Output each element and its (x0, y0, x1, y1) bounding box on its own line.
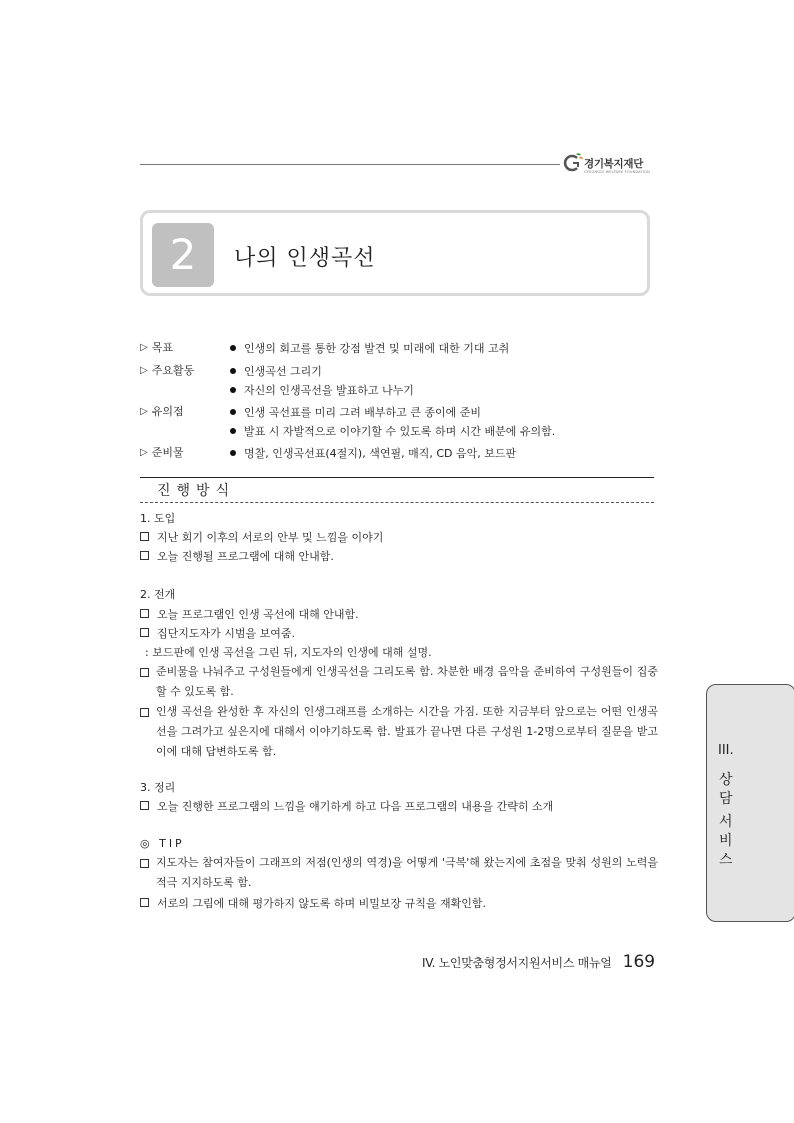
info-label: 주요활동 (151, 364, 195, 377)
bullet-icon (230, 428, 236, 434)
triangle-icon: ▷ (140, 365, 148, 376)
bullet-icon (230, 450, 236, 456)
info-item: 인생곡선 그리기 (230, 362, 700, 381)
page-title: 나의 인생곡선 (234, 246, 376, 271)
checkbox-icon (140, 609, 149, 618)
checkbox-icon (140, 551, 149, 560)
logo-name: 경기복지재단 (584, 158, 644, 170)
info-label: 목표 (151, 341, 173, 354)
section-top-rule (140, 477, 654, 478)
list-item: 지난 회기 이후의 서로의 안부 및 느낌을 이야기 (140, 529, 656, 547)
logo-subtitle: GYEONGGI WELFARE FOUNDATION (584, 170, 650, 174)
checkbox-icon (140, 801, 149, 810)
header-rule (140, 164, 560, 165)
checkbox-icon (140, 668, 149, 677)
info-item: 발표 시 자발적으로 이야기할 수 있도록 하며 시간 배분에 유의함. (230, 422, 700, 441)
info-item: 인생 곡선표를 미리 그려 배부하고 큰 종이에 준비 (230, 403, 700, 422)
chapter-title-char: 담 (719, 791, 733, 807)
chapter-title-char: 서 (719, 814, 733, 830)
page-number: 169 (622, 952, 656, 972)
list-item: 집단지도자가 시범을 보여줌. (140, 625, 656, 643)
info-item: 자신의 인생곡선을 발표하고 나누기 (230, 381, 700, 400)
triangle-icon: ▷ (140, 447, 148, 458)
bullet-icon (230, 409, 236, 415)
session-number: 2 (152, 223, 214, 287)
step-heading: 3. 정리 (140, 781, 176, 794)
section-title: 진행방식 (157, 483, 236, 499)
info-label: 준비물 (151, 446, 184, 459)
checkbox-icon (140, 628, 149, 637)
list-note: : 보드판에 인생 곡선을 그린 뒤, 지도자의 인생에 대해 설명. (145, 646, 432, 659)
list-item: 오늘 프로그램인 인생 곡선에 대해 안내함. (140, 606, 656, 624)
footer (422, 952, 655, 972)
list-item: 오늘 진행될 프로그램에 대해 안내함. (140, 548, 656, 566)
header-logo (562, 150, 662, 180)
tip-item: 서로의 그림에 대해 평가하지 않도록 하며 비밀보장 규칙을 재확인함. (140, 895, 656, 913)
gyeonggi-logo-icon (562, 152, 584, 174)
checkbox-icon (140, 898, 149, 907)
checkbox-icon (140, 532, 149, 541)
chapter-title-char: 상 (719, 772, 733, 788)
title-box (140, 210, 650, 296)
checkbox-icon (140, 708, 149, 717)
chapter-title-char: 스 (719, 852, 733, 868)
triangle-icon: ▷ (140, 406, 148, 417)
tip-item: 지도자는 참여자들이 그래프의 저점(인생의 역경)을 어떻게 '극복'해 왔는지에 초점을 맞춰 성원의 노력을 적극 지지하도록 함. (140, 853, 658, 893)
checkbox-icon (140, 859, 149, 868)
triangle-icon: ▷ (140, 342, 148, 353)
chapter-number: III. (718, 743, 734, 758)
list-item: 준비물을 나눠주고 구성원들에게 인생곡선을 그리도록 함. 차분한 배경 음악을 준비하여 구성원들이 집중할 수 있도록 함. (140, 662, 658, 702)
bullet-icon (230, 387, 236, 393)
info-item: 명찰, 인생곡선표(4절지), 색연필, 매직, CD 음악, 보드판 (230, 444, 700, 463)
footer-text: IV. 노인맞춤형정서지원서비스 매뉴얼 (422, 956, 612, 970)
list-item: 인생 곡선을 완성한 후 자신의 인생그래프를 소개하는 시간을 가짐. 또한 지금부터 앞으로는 어떤 인생곡선을 그려가고 싶은지에 대해서 이야기하도록 함. 발표가 끝나면 다른 구성원 1-2명으로부터 질문을 받고 이에 대해 답변하도록 함. (140, 702, 658, 762)
tip-heading: ◎ TIP (140, 837, 185, 850)
bullet-icon (230, 368, 236, 374)
info-label: 유의점 (151, 405, 184, 418)
list-item: 오늘 진행한 프로그램의 느낌을 얘기하게 하고 다음 프로그램의 내용을 간략히 소개 (140, 798, 656, 816)
info-item: 인생의 회고를 통한 강점 발견 및 미래에 대한 기대 고취 (230, 339, 700, 358)
step-heading: 2. 전개 (140, 588, 176, 601)
bullet-icon (230, 345, 236, 351)
chapter-title-char: 비 (719, 833, 733, 849)
section-dotted-rule (140, 502, 654, 503)
step-heading: 1. 도입 (140, 512, 176, 525)
